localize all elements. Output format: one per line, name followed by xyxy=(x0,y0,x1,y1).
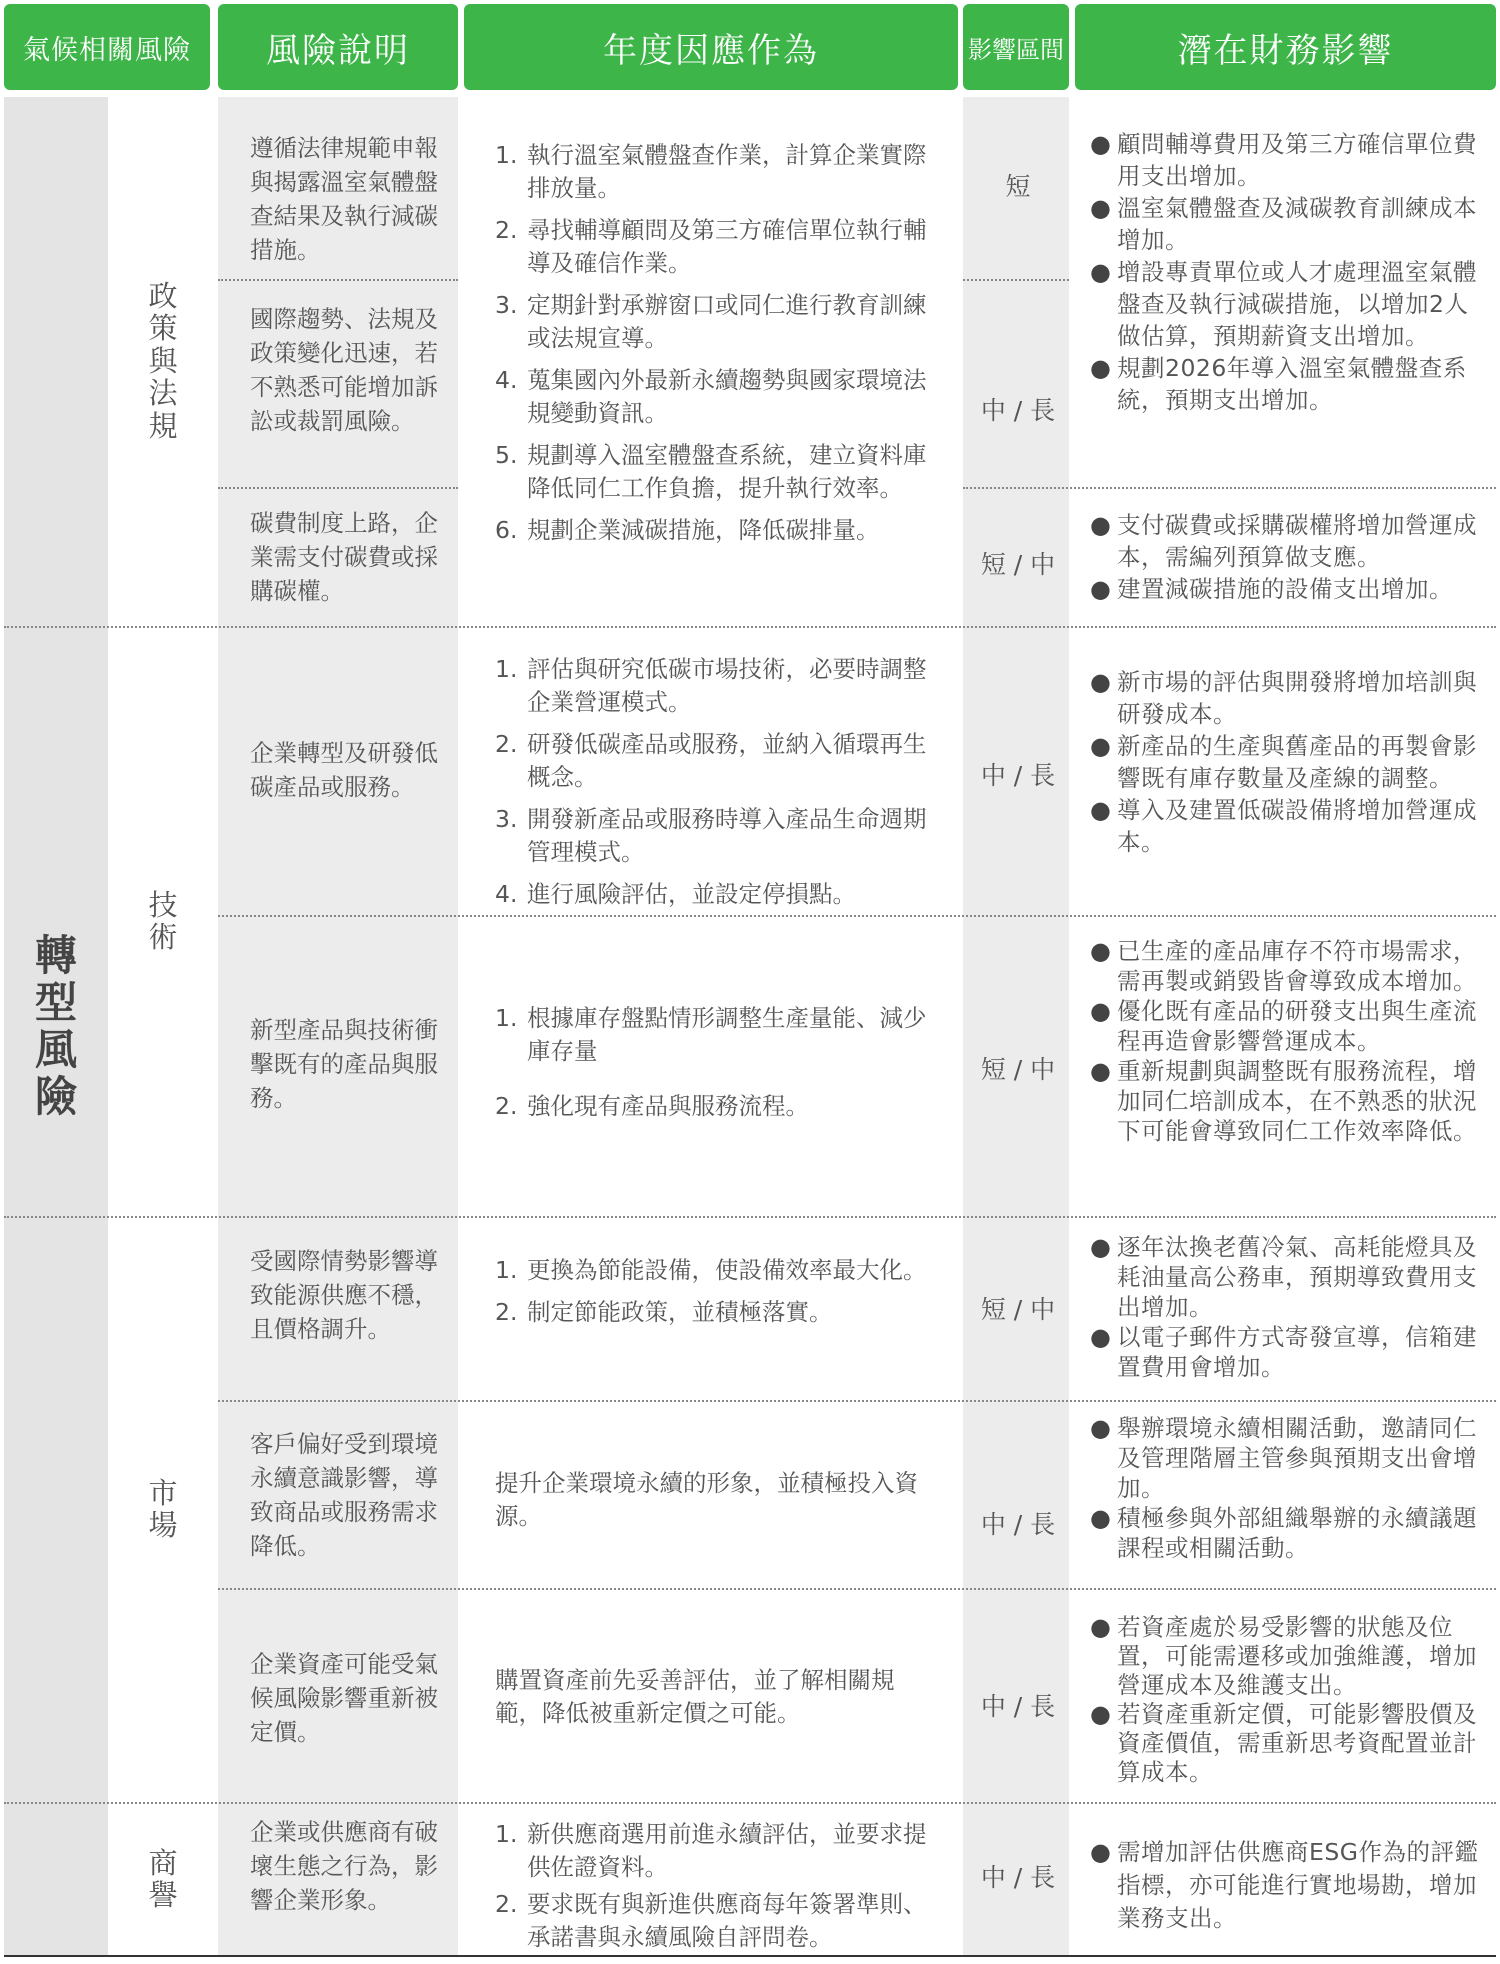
financial-text: 舉辦環境永續相關活動，邀請同仁及管理階層主管參與預期支出會增加。 xyxy=(1117,1414,1477,1502)
financial-item: ● 舉辦環境永續相關活動，邀請同仁及管理階層主管參與預期支出會增加。 xyxy=(1090,1414,1477,1502)
financial-item: ● 規劃2026年導入溫室氣體盤查系統，預期支出增加。 xyxy=(1090,354,1467,414)
risk-description: 客戶偏好受到環境永續意識影響，導致商品或服務需求降低。 xyxy=(250,1430,438,1560)
financial-item: ● 需增加評估供應商ESG作為的評鑑指標，亦可能進行實地場勘，增加業務支出。 xyxy=(1090,1838,1479,1932)
action-text: 執行溫室氣體盤查作業，計算企業實際排放量。 xyxy=(527,141,927,202)
financial-market-3 xyxy=(1090,1613,1490,1787)
financial-text: 優化既有產品的研發支出與生產流程再造會影響營運成本。 xyxy=(1117,997,1477,1055)
financial-text: 新產品的生產與舊產品的再製會影響既有庫存數量及產線的調整。 xyxy=(1117,732,1477,792)
financial-text: 支付碳費或採購碳權將增加營運成本，需編列預算做支應。 xyxy=(1117,511,1477,571)
action-text: 根據庫存盤點情形調整生產量能、減少庫存量 xyxy=(527,1004,927,1065)
row-divider xyxy=(963,279,1069,281)
financial-text: 顧問輔導費用及第三方確信單位費用支出增加。 xyxy=(1117,130,1477,190)
main-category-label xyxy=(4,97,108,1955)
risk-description: 企業或供應商有破壞生態之行為，影響企業形象。 xyxy=(250,1818,438,1914)
impact-range: 中 / 長 xyxy=(980,1510,1056,1539)
financial-text: 若資產處於易受影響的狀態及位置，可能需遷移或加強維護，增加營運成本及維護支出。 xyxy=(1117,1613,1477,1699)
financial-item: ● 重新規劃與調整既有服務流程，增加同仁培訓成本，在不熟悉的狀況下可能會導致同仁工作效率降低。 xyxy=(1090,1057,1477,1145)
impact-range: 中 / 長 xyxy=(980,1692,1056,1721)
action-item: 3. 開發新產品或服務時導入產品生命週期管理模式。 xyxy=(495,805,927,866)
action-text: 尋找輔導顧問及第三方確信單位執行輔導及確信作業。 xyxy=(527,216,927,277)
action-text: 新供應商選用前進永續評估，並要求提供佐證資料。 xyxy=(527,1820,927,1881)
financial-text: 積極參與外部組織舉辦的永續議題課程或相關活動。 xyxy=(1117,1504,1477,1562)
subcategory-technology xyxy=(108,627,218,1215)
action-item: 3. 定期針對承辦窗口或同仁進行教育訓練或法規宣導。 xyxy=(495,291,927,352)
action-text: 開發新產品或服務時導入產品生命週期管理模式。 xyxy=(527,805,927,866)
financial-market-2 xyxy=(1090,1413,1490,1563)
actions-market-2 xyxy=(495,1467,935,1533)
financial-text: 若資產重新定價，可能影響股價及資產價值，需重新思考資配置並計算成本。 xyxy=(1117,1700,1477,1786)
impact-range: 中 / 長 xyxy=(980,396,1056,425)
financial-text: 以電子郵件方式寄發宣導，信箱建置費用會增加。 xyxy=(1117,1323,1477,1381)
impact-range: 短 xyxy=(1005,172,1031,201)
section-divider xyxy=(4,1802,1496,1804)
impact-range: 短 / 中 xyxy=(980,550,1056,579)
actions-technology-2 xyxy=(495,1002,935,1132)
action-text: 規劃企業減碳措施，降低碳排量。 xyxy=(527,516,880,544)
financial-market-1 xyxy=(1090,1232,1490,1382)
financial-text: 逐年汰換老舊冷氣、高耗能燈具及耗油量高公務車，預期導致費用支出增加。 xyxy=(1117,1233,1477,1321)
action-item: 2. 尋找輔導顧問及第三方確信單位執行輔導及確信作業。 xyxy=(495,216,927,277)
financial-reputation xyxy=(1090,1836,1490,1935)
financial-text: 建置減碳措施的設備支出增加。 xyxy=(1117,575,1453,603)
action-item: 2. 制定節能政策，並積極落實。 xyxy=(495,1298,833,1326)
financial-item: ● 溫室氣體盤查及減碳教育訓練成本增加。 xyxy=(1090,194,1477,254)
risk-description: 國際趨勢、法規及政策變化迅速，若不熟悉可能增加訴訟或裁罰風險。 xyxy=(250,305,438,435)
financial-text: 重新規劃與調整既有服務流程，增加同仁培訓成本，在不熟悉的狀況下可能會導致同仁工作效率降低。 xyxy=(1117,1057,1477,1145)
financial-policy-b xyxy=(1090,509,1490,605)
financial-item: ● 若資產處於易受影響的狀態及位置，可能需遷移或加強維護，增加營運成本及維護支出。 xyxy=(1090,1613,1477,1699)
impact-range: 中 / 長 xyxy=(980,761,1056,790)
action-text: 蒐集國內外最新永續趨勢與國家環境法規變動資訊。 xyxy=(527,366,927,427)
action-item: 1. 評估與研究低碳市場技術，必要時調整企業營運模式。 xyxy=(495,655,927,716)
financial-item: ● 導入及建置低碳設備將增加營運成本。 xyxy=(1090,796,1477,856)
action-item: 2. 研發低碳產品或服務，並納入循環再生概念。 xyxy=(495,730,927,791)
action-text: 定期針對承辦窗口或同仁進行教育訓練或法規宣導。 xyxy=(527,291,927,352)
actions-policy xyxy=(495,139,935,556)
action-item: 1. 新供應商選用前進永續評估，並要求提供佐證資料。 xyxy=(495,1820,927,1881)
header-risk-description: 風險說明 xyxy=(218,4,458,90)
actions-market-3 xyxy=(495,1664,935,1730)
financial-item: ● 逐年汰換老舊冷氣、高耗能燈具及耗油量高公務車，預期導致費用支出增加。 xyxy=(1090,1233,1477,1321)
financial-item: ● 以電子郵件方式寄發宣導，信箱建置費用會增加。 xyxy=(1090,1323,1477,1381)
financial-item: ● 已生產的產品庫存不符市場需求，需再製或銷毀皆會導致成本增加。 xyxy=(1090,937,1477,995)
subcategory-policy xyxy=(108,97,218,625)
action-item: 2. 強化現有產品與服務流程。 xyxy=(495,1092,809,1120)
financial-technology-1 xyxy=(1090,666,1490,858)
subcategory-market xyxy=(108,1217,218,1801)
risk-description: 碳費制度上路，企業需支付碳費或採購碳權。 xyxy=(250,509,438,605)
action-item: 1. 根據庫存盤點情形調整生產量能、減少庫存量 xyxy=(495,1004,927,1065)
financial-text: 已生產的產品庫存不符市場需求，需再製或銷毀皆會導致成本增加。 xyxy=(1117,937,1477,995)
subcategory-market-text: 市 場 xyxy=(148,1475,178,1542)
financial-technology-2 xyxy=(1090,936,1490,1146)
row-divider xyxy=(218,1400,1496,1402)
subcategory-policy-text: 政 策 與 法 規 xyxy=(148,278,178,443)
risk-description: 新型產品與技術衝擊既有的產品與服務。 xyxy=(250,1016,438,1112)
subcategory-reputation-text: 商 譽 xyxy=(148,1845,178,1912)
action-text: 制定節能政策，並積極落實。 xyxy=(527,1298,833,1326)
action-item: 1. 更換為節能設備，使設備效率最大化。 xyxy=(495,1256,927,1284)
risk-description: 企業資產可能受氣候風險影響重新被定價。 xyxy=(250,1650,438,1746)
action-text: 提升企業環境永續的形象，並積極投入資源。 xyxy=(495,1469,918,1530)
risk-description: 企業轉型及研發低碳產品或服務。 xyxy=(250,739,438,801)
subcategory-reputation xyxy=(108,1803,218,1955)
financial-item: ● 支付碳費或採購碳權將增加營運成本，需編列預算做支應。 xyxy=(1090,511,1477,571)
action-item: 6. 規劃企業減碳措施，降低碳排量。 xyxy=(495,516,880,544)
financial-text: 規劃2026年導入溫室氣體盤查系統，預期支出增加。 xyxy=(1117,354,1467,414)
action-text: 強化現有產品與服務流程。 xyxy=(527,1092,809,1120)
range-column-bg xyxy=(963,97,1069,1955)
action-item: 2. 要求既有與新進供應商每年簽署準則、承諾書與永續風險自評問卷。 xyxy=(495,1890,927,1951)
financial-text: 新市場的評估與開發將增加培訓與研發成本。 xyxy=(1117,668,1477,728)
impact-range: 短 / 中 xyxy=(980,1055,1056,1084)
header-financial-impact: 潛在財務影響 xyxy=(1075,4,1496,90)
row-divider xyxy=(218,487,458,489)
row-divider xyxy=(218,1588,1496,1590)
action-item: 5. 規劃導入溫室體盤查系統，建立資料庫降低同仁工作負擔，提升執行效率。 xyxy=(495,441,927,502)
risk-description: 受國際情勢影響導致能源供應不穩，且價格調升。 xyxy=(250,1247,438,1343)
financial-item: ● 增設專責單位或人才處理溫室氣體盤查及執行減碳措施，以增加2人做估算，預期薪資支出增加。 xyxy=(1090,258,1477,350)
financial-item: ● 顧問輔導費用及第三方確信單位費用支出增加。 xyxy=(1090,130,1477,190)
financial-item: ● 若資產重新定價，可能影響股價及資產價值，需重新思考資配置並計算成本。 xyxy=(1090,1700,1477,1786)
subcategory-technology-text: 技 術 xyxy=(148,887,178,954)
financial-policy-a xyxy=(1090,128,1490,416)
action-text: 要求既有與新進供應商每年簽署準則、承諾書與永續風險自評問卷。 xyxy=(527,1890,927,1951)
impact-range: 短 / 中 xyxy=(980,1295,1056,1324)
action-item: 1. 執行溫室氣體盤查作業，計算企業實際排放量。 xyxy=(495,141,927,202)
row-divider xyxy=(218,279,458,281)
main-category-text: 轉 型 風 險 xyxy=(34,930,77,1122)
action-text: 規劃導入溫室體盤查系統，建立資料庫降低同仁工作負擔，提升執行效率。 xyxy=(527,441,927,502)
financial-item: ● 建置減碳措施的設備支出增加。 xyxy=(1090,575,1453,603)
action-item: 4. 進行風險評估，並設定停損點。 xyxy=(495,880,856,908)
impact-range: 中 / 長 xyxy=(980,1863,1056,1892)
action-text: 進行風險評估，並設定停損點。 xyxy=(527,880,856,908)
financial-item: ● 新市場的評估與開發將增加培訓與研發成本。 xyxy=(1090,668,1477,728)
financial-item: ● 優化既有產品的研發支出與生產流程再造會影響營運成本。 xyxy=(1090,997,1477,1055)
action-text: 研發低碳產品或服務，並納入循環再生概念。 xyxy=(527,730,927,791)
actions-reputation xyxy=(495,1818,935,1963)
section-divider xyxy=(4,626,1496,628)
header-annual-actions: 年度因應作為 xyxy=(464,4,958,90)
financial-item: ● 積極參與外部組織舉辦的永續議題課程或相關活動。 xyxy=(1090,1504,1477,1562)
header-risk-type: 氣候相關風險 xyxy=(4,4,210,90)
action-text: 購置資產前先妥善評估，並了解相關規範，降低被重新定價之可能。 xyxy=(495,1666,895,1727)
financial-text: 增設專責單位或人才處理溫室氣體盤查及執行減碳措施，以增加2人做估算，預期薪資支出增加。 xyxy=(1117,258,1477,350)
financial-text: 導入及建置低碳設備將增加營運成本。 xyxy=(1117,796,1477,856)
action-text: 評估與研究低碳市場技術，必要時調整企業營運模式。 xyxy=(527,655,927,716)
financial-text: 需增加評估供應商ESG作為的評鑑指標，亦可能進行實地場勘，增加業務支出。 xyxy=(1117,1838,1479,1932)
action-text: 更換為節能設備，使設備效率最大化。 xyxy=(527,1256,927,1284)
actions-market-1 xyxy=(495,1254,935,1338)
financial-item: ● 新產品的生產與舊產品的再製會影響既有庫存數量及產線的調整。 xyxy=(1090,732,1477,792)
section-divider xyxy=(4,1216,1496,1218)
financial-text: 溫室氣體盤查及減碳教育訓練成本增加。 xyxy=(1117,194,1477,254)
risk-description: 遵循法律規範申報與揭露溫室氣體盤查結果及執行減碳措施。 xyxy=(250,134,438,264)
actions-technology-1 xyxy=(495,653,935,920)
action-item: 4. 蒐集國內外最新永續趨勢與國家環境法規變動資訊。 xyxy=(495,366,927,427)
header-impact-range: 影響區間 xyxy=(963,4,1069,90)
row-divider xyxy=(963,487,1496,489)
